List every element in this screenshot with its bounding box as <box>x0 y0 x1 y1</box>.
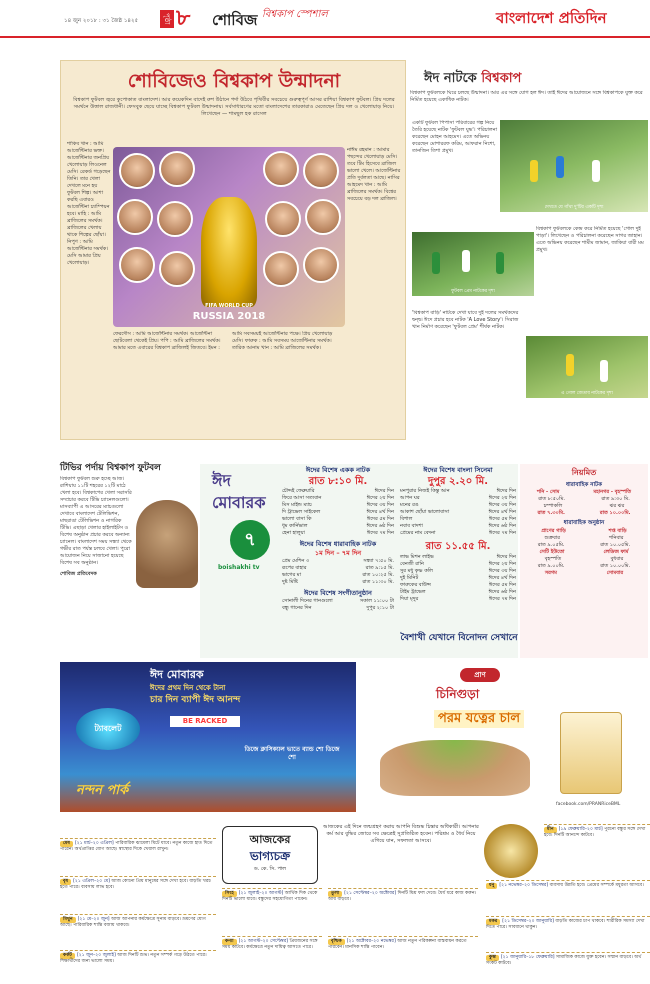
regular-cell: লেডিজ ফার্ম <box>603 548 629 555</box>
program-row-cell: ঈদের দিন <box>496 488 516 495</box>
program-row <box>282 572 394 579</box>
world-cup-logo <box>173 303 285 323</box>
late-night-time: রাত ১১.৫৫ মি. <box>425 541 491 553</box>
ad-park-name: নন্দন পার্ক <box>76 783 129 798</box>
regular-cell: সরগম <box>544 569 557 576</box>
photo-caption: এ গোল জেতাব নাটকের দৃশ্য <box>561 390 613 396</box>
horoscope-subtitle: ভাগ্যচক্র <box>249 848 291 863</box>
zodiac-sign-date: [২১ নভেম্বর–২০ ডিসেম্বর] <box>499 883 550 888</box>
regular-row <box>520 489 648 496</box>
program-row-cell: দিয়া মৃদুর <box>400 595 419 602</box>
program-row-cell: রাত ১০:২৫ মি. <box>362 571 394 578</box>
pran-logo: প্রাণ <box>460 668 500 682</box>
zodiac-sign-entry <box>222 888 322 934</box>
program-row-cell: ভাগের মা <box>282 571 302 578</box>
zodiac-sign-entry <box>60 838 216 874</box>
tv-worldcup-byline: শোবিজ প্রতিবেদক <box>60 571 97 577</box>
ad-eid-mubarak: ঈদ মোবারক <box>150 668 204 681</box>
program-row-cell: ঈদের ৪র্থ দিন <box>488 574 516 581</box>
logo-line1: FIFA WORLD CUP <box>205 303 253 309</box>
program-row-cell: বিশাল <box>400 516 413 523</box>
zodiac-sign-text: বাড়তি কাজের চাপ থাকবে। শারীরিক সমস্যা দেখা দিতে পারে। সাবধানে থাকুন। <box>486 919 645 930</box>
program-row-cell: সুর মধু কৃষ্ণ কলি <box>400 567 433 574</box>
program-row-cell: ঈদের ৫ম দিন <box>367 516 394 523</box>
celebrity-photo <box>303 247 339 283</box>
zodiac-sign-entry <box>486 952 650 982</box>
celebrity-photo <box>159 251 195 287</box>
feature-intro: বিশ্বকাপ ফুটবল জ্বরে কুপোকাত বাংলাদেশ। আর কয়েকদিন বাদেই রুশ উঠানে পর্দা উঠবে পৃথিবীর সবচেয়ে গুরুত্বপূর্ণ আসর রাশিয়া বিশ্বকাপ ফুটবল। প্রিয় দলের সমর্থনে উত্তাল রাজধানী। ফেসবুক ছেয়ে যাচ্ছে বিশ্বকাপ ফুটবল উন্মাদনায়। সর্বসাধারণের মতো বাংলাদেশের তারকারাও মেতেছেন প্রিয় দল ও খেলোয়াড় নিয়ে। লিখেছেন — শামছুল হক রাসেল <box>73 97 395 117</box>
ad-line-1: ঈদের প্রথম দিন থেকে টানা <box>150 684 226 692</box>
program-row-cell: ঈদের ৭ম দিন <box>367 530 394 537</box>
zodiac-sign-name: তুলা <box>328 891 342 897</box>
regular-cell: মহানগর - বৃহস্পতি <box>593 489 632 496</box>
regular-cell: রাত ৯.০৫মি. <box>537 541 565 548</box>
program-row <box>400 509 516 516</box>
program-row-cell: ফারুকের বাউন্স <box>400 581 431 588</box>
page-label: পৃষ্ঠা <box>160 10 174 28</box>
zodiac-sign-text: আজ নতুন পরিকল্পনা বাস্তবায়ন করতে পারবেন। মানসিক শান্তি পাবেন। <box>328 939 467 950</box>
ad-dj-show: ডিজে ক্লাসিক্যাল ভাতে ব্যান্ড শো ডিজে শো <box>244 746 340 761</box>
program-row-cell: ঈদের ৬ষ্ঠ দিন <box>488 588 516 595</box>
celebrity-photo <box>305 199 341 235</box>
eid-natok-title <box>424 70 521 88</box>
zodiac-sign-text: ব্যবসায় উন্নতি হবে। প্রেমের সম্পর্কে মধুরতা আসবে। <box>549 883 644 888</box>
program-row-cell: মনের রঙ <box>400 502 419 509</box>
actor-figure <box>530 160 538 182</box>
zodiac-sign-name: কন্যা <box>222 939 237 945</box>
ad-badge: ট্যাবলেট <box>76 708 140 750</box>
regular-cell: চম্পাকলি <box>543 503 563 510</box>
regular-cell: রাত ৯.০০মি. <box>537 562 565 569</box>
program-row <box>400 596 516 603</box>
regular-row <box>520 510 648 517</box>
rice-bag-package <box>560 712 622 794</box>
rice-brand-name: চিনিগুড়া <box>436 687 480 701</box>
single-drama-heading: ঈদের বিশেষ একক নাটক <box>305 466 371 474</box>
program-row-cell: নবাব বাদশা <box>400 523 423 530</box>
program-row-cell: চৌদ্দই ফেব্রুয়ারি <box>282 488 315 495</box>
program-row <box>282 488 394 495</box>
program-row-cell: ঈদের ৪র্থ দিন <box>488 509 516 516</box>
zodiac-sign-entry <box>328 888 478 934</box>
regular-program-heading: ধারাবাহিক অনুষ্ঠান <box>563 520 605 527</box>
zodiac-sign-entry <box>328 936 478 982</box>
zodiac-sign-date: [২১ মে–২০ জুন] <box>77 917 112 922</box>
regular-cell: রাত ১০.০৫মি. <box>600 541 631 548</box>
actor-figure <box>432 252 440 274</box>
regular-cell: রাত ১০.০০মি. <box>599 510 631 517</box>
horoscope-intro: আজকের এই দিনে জন্মগ্রহণ করায় আপনি বিশুদ্ধ চিন্তার অধিকারী। আপনার কর্ম আর বুদ্ধির জোরে সব ক্ষেত্রেই সুপ্রতিষ্ঠিত হবেন। পরিশ্রম ও ধৈর্য নিয়ে এগিয়ে যান, সফলতা আসবে। <box>323 824 479 844</box>
program-row-cell: ঈদের ৫ম দিন <box>489 581 516 588</box>
eid-mubarak-logo: ঈদ মোবারক <box>212 471 266 512</box>
celebrity-photo <box>263 251 299 287</box>
zodiac-sign-entry <box>486 916 650 950</box>
program-row <box>400 582 516 589</box>
regular-cell: শনিবার <box>609 534 624 541</box>
zodiac-sign-text: পুরনো বন্ধুর সঙ্গে দেখা হবে। দিনটি আনন্দে কাটবে। <box>544 827 646 838</box>
regular-cell: রাত ৭.৩০মি. <box>537 510 565 517</box>
actor-figure <box>592 160 600 182</box>
program-row <box>282 523 394 530</box>
schedule-column-1 <box>282 466 394 656</box>
zodiac-sign-name: মিথুন <box>60 917 76 923</box>
zodiac-sign-entry <box>486 880 650 914</box>
serial-drama-heading: ঈদের বিশেষ ধারাবাহিক নাটক <box>299 540 377 549</box>
celebrity-photo <box>119 247 155 283</box>
program-row-cell: দি ট্রাভেল সাইকেল <box>282 509 321 516</box>
program-row-cell: ঈদের ৭ম দিন <box>489 530 516 537</box>
program-row-cell: রাত ৯:১৫ মি. <box>365 564 394 571</box>
zodiac-sign-entry <box>60 876 216 912</box>
zodiac-sign-name: কুম্ভ <box>486 955 499 961</box>
regular-cell: সেটি ইউতো <box>539 548 565 555</box>
program-row <box>400 589 516 596</box>
single-drama-time: রাত ৮:১০ মি. <box>308 475 368 487</box>
special-tag: বিশ্বকাপ স্পেশাল <box>262 9 328 20</box>
program-row-cell: ভালো বাসা কি <box>282 516 312 523</box>
zodiac-sign-name: মকর <box>486 919 500 925</box>
program-row-cell: ঈদের ৩য় দিন <box>488 567 516 574</box>
program-row <box>282 565 394 572</box>
eid-title-b: বিশ্বকাপ <box>481 71 522 86</box>
regular-cell: রাত ৯:৩০ মি. <box>601 496 630 503</box>
program-row-cell: বেনজী রানি <box>400 560 424 567</box>
regular-title: নিয়মিত <box>571 468 597 477</box>
regular-row <box>520 549 648 556</box>
program-row-cell: মনপুরার নিজই কিন্তু আন <box>400 488 450 495</box>
ad-be-racked: BE RACKED <box>170 716 240 727</box>
regular-cell: বৃহস্পতি <box>544 555 562 562</box>
feature-left-column: শাকিব খান : আমি আর্জেন্টিনার ভক্ত। আর্জেন্টিনার জনপ্রিয় খেলোয়াড় লিওনেল মেসি। রেকর্ড গড়েছেন তিনি। তার খেলা দেখলে মনে হয় ফুটবল শিল্প। আশা করছি এবারও আর্জেন্টিনা চ্যাম্পিয়ন হবে। মাহি : আমি ব্রাজিলের সমর্থক। ব্রাজিলের খেলায় থাকে শিল্পের ছোঁয়া। নিপুণ : আমি আর্জেন্টিনার সমর্থক। মেসি আমার প্রিয় খেলোয়াড়। <box>67 141 111 266</box>
cinema-heading: ঈদের বিশেষ বাংলা সিনেমা <box>423 466 493 474</box>
regular-row <box>520 563 648 570</box>
zodiac-sign-name: মীন <box>544 827 557 833</box>
zodiac-sign-date: [২১ জুলাই–২০ আগস্ট] <box>238 891 285 896</box>
tv-worldcup-text: বিশ্বকাপ ফুটবল শুরু হচ্ছে আজ। রাশিয়ায় ১১টি শহরের ১২টি মাঠে খেলা হবে। বিশ্বকাপের খেলা সরাসরি সম্প্রচার করবে টিভি চ্যানেলগুলো। মাসব্যাপী এ আসরের ম্যাচগুলো দেখাবে বাংলাদেশ টেলিভিশন, মাছরাঙা টেলিভিশন ও নাগরিক টিভি। এছাড়া খেলার হাইলাইটস ও বিশেষ অনুষ্ঠান প্রচার করবে অন্যান্য চ্যানেল। বাংলাদেশ সময় সন্ধ্যা থেকে গভীর রাত পর্যন্ত চলবে খেলা। পুরো আয়োজন নিয়ে সাজানো হয়েছে বিশেষ সব অনুষ্ঠান। <box>60 476 132 566</box>
feature-right-column: নাঈম রহমান : আমার পছন্দের খেলোয়াড় মেসি। তবে টিম হিসেবে ব্রাজিল ভালো খেলে। আর্জেন্টিনার প্রতি দুর্বলতা আছে। নাসির আহমেদ খান : আমি ব্রাজিলের সমর্থক। বিশ্বের সবচেয়ে বড় দল ব্রাজিল। <box>347 147 401 202</box>
program-row-cell: সকাল ১১:০০ টা <box>359 597 394 604</box>
program-row-cell: ধূম কার্নিভাল <box>282 523 308 530</box>
regular-row <box>520 570 648 577</box>
eid-natok-column-3: 'বিশ্বকাপ বাড়ি' নাটকে দেখা যাবে দুই দলের সমর্থকদের দ্বন্দ্ব। ঈদে প্রচার হবে নাটক 'A Love Story'। সিরাজ খান নির্মাণ করেছেন 'ফুটবল প্রেম' শীর্ষক নাটক। <box>412 310 519 330</box>
program-row-cell: ঈদের ৪র্থ দিন <box>366 509 394 516</box>
regular-cell: সোমবার <box>606 569 624 576</box>
feature-bottom-columns: ফেরদৌস : আমি আর্জেন্টিনার সমর্থক। আর্জেন্টিনা ছোটবেলা থেকেই প্রিয়। পপি : আমি ব্রাজিলের সমর্থক। আমার মতে এবারের বিশ্বকাপ ব্রাজিলই জিতবে। ইমন : আমি সবসময়ই আর্জেন্টিনার পক্ষে। প্রিয় খেলোয়াড় মেসি। ফারুক : আমি সবসময় আর্জেন্টিনার সমর্থক। তারিক আনাম খান : আমি ব্রাজিলের সমর্থক। <box>113 331 333 351</box>
zodiac-sign-text: আজ আপনার কর্মক্ষেত্রে সুনাম বাড়বে। ভ্রমণের যোগ আছে। পারিবারিক শান্তি বজায় থাকবে। <box>60 917 206 928</box>
regular-row <box>520 556 648 563</box>
program-row-cell: হেনা হালুয়া <box>282 530 305 537</box>
program-row-cell: প্রেম মেশিন ৩ <box>282 557 310 564</box>
actor-figure <box>556 156 564 178</box>
program-row-cell: দুষ্ট মিষ্টি <box>282 578 298 585</box>
eid-natok-column-1: একটি ফুটবল পিপাসা পরিবারের গল্প নিয়ে তৈরি হয়েছে নাটক 'ফুটবল যুদ্ধ'। পরিচালনা করেছেন মোহন আহমেদ। এতে অভিনয় করেছেন মোশাররফ করিম, আফরান নিশো, তানজিন তিশা প্রমুখ। <box>412 120 498 154</box>
program-row <box>400 495 516 502</box>
horoscope-author: ড. কে. সি. পাল <box>253 866 287 873</box>
photo-caption: ফুটবল প্রেম নাটকের দৃশ্য <box>451 288 495 294</box>
program-row-cell: রূপের বাহার <box>282 564 307 571</box>
photo-caption: দেখতে যে গাঁথা দু'টির একটি দৃশ্য <box>544 204 604 210</box>
feature-title: শোবিজেও বিশ্বকাপ উন্মাদনা <box>127 70 341 92</box>
program-row-cell: টাইম ট্রাভেল <box>400 588 426 595</box>
program-row <box>400 568 516 575</box>
hand-with-rice-plant <box>380 740 530 796</box>
single-drama-list <box>282 488 394 537</box>
celebrity-photo <box>117 199 153 235</box>
program-row <box>400 554 516 561</box>
eid-natok-column-2: বিশ্বকাপ ফুটবলকে কেন্দ্র করে নির্মিত হয়েছে 'গোল দুই পাড়া'। লিখেছেন ও পরিচালনা করেছেন সাগর জাহান। এতে অভিনয় করেছেন শামীম জামান, জাকিয়া বারী মম প্রমুখ। <box>536 226 644 253</box>
cinema-list <box>400 488 516 537</box>
zodiac-sign-date: [২১ জুন–২০ জুলাই] <box>76 953 118 958</box>
boishakhi-slogan: বৈশাখী যেখানে বিনোদন সেখানে <box>400 633 518 643</box>
zodiac-sign-date: [২১ সেপ্টেম্বর–২০ অক্টোবর] <box>344 891 398 896</box>
zodiac-sign-date: [২১ আগস্ট–২০ সেপ্টেম্বর] <box>238 939 290 944</box>
program-row <box>282 605 394 612</box>
regular-cell: ঝর ঝর <box>609 503 625 510</box>
page-number-box <box>160 6 206 32</box>
regular-programs <box>520 464 648 658</box>
regular-row <box>520 496 648 503</box>
boishakhi-tv-logo-icon: ৭ <box>230 520 270 560</box>
issue-date: ১৪ জুন ২০১৮ : ৩১ জৈষ্ঠ ১৪২৫ <box>64 18 139 24</box>
program-row <box>400 530 516 537</box>
page-number: ৮ <box>176 6 191 31</box>
program-row-cell: ঈদের ৩য় দিন <box>488 502 516 509</box>
newspaper-logo: বাংলাদেশ প্রতিদিন <box>496 9 607 27</box>
program-row <box>400 561 516 568</box>
zodiac-sign-date: [১৯ ফেব্রুয়ারি–২০ মার্চ] <box>558 827 605 832</box>
cinema-time: দুপুর ২.২০ মি. <box>427 475 489 487</box>
zodiac-sign-text: আজ কোনো প্রিয় মানুষের সঙ্গে দেখা হবে। বাড়তি খরচ হতে পারে। ব্যবসায় লাভ হবে। <box>60 879 211 890</box>
program-row-cell: আপন ঘর <box>400 495 420 502</box>
regular-cell: শনি - সোম <box>536 489 560 496</box>
celebrity-collage <box>113 147 345 327</box>
section-title: শোবিজ <box>212 11 258 29</box>
music-heading: ঈদের বিশেষ সংগীতানুষ্ঠান <box>304 588 372 597</box>
regular-cell: শুক্রবার <box>544 534 560 541</box>
celebrity-photo <box>157 201 193 237</box>
logo-line2: RUSSIA 2018 <box>192 310 266 322</box>
regular-program-list <box>520 528 648 577</box>
world-cup-trophy-icon <box>201 197 257 307</box>
zodiac-sign-name: ধনু <box>486 883 497 889</box>
program-row-cell: বন্ধু গানের দিন <box>282 604 312 611</box>
program-row <box>400 488 516 495</box>
program-row-cell: ঈদের ৬ষ্ঠ দিন <box>366 523 394 530</box>
zodiac-sign-entry <box>222 936 322 982</box>
program-row-cell: সোনালী দিনের গানগুলো <box>282 597 333 604</box>
zodiac-sign-name: বৃশ্চিক <box>328 939 345 945</box>
actor-figure <box>462 250 470 272</box>
horoscope-title: আজকের <box>249 833 291 846</box>
world-cup-mascot <box>136 500 198 588</box>
program-row <box>282 530 394 537</box>
zodiac-sign-text: প্রিয়জনের সঙ্গে সময় কাটবে। কর্মক্ষেত্রে নতুন দায়িত্ব আসতে পারে। <box>222 939 318 950</box>
program-row-cell: রাত ১১:৩০ মি. <box>362 578 394 585</box>
zodiac-sign-name: সিংহ <box>222 891 237 897</box>
regular-cell: রাত ৮:৫০মি. <box>538 496 565 503</box>
eid-title-a: ঈদ নাটকে <box>424 71 477 86</box>
serial-drama-list <box>282 558 394 586</box>
zodiac-sign-text: আজ দিনটি শুভ। নতুন সম্পর্ক গড়ে উঠতে পারে। শিক্ষার্থীদের জন্য ভালো সময়। <box>60 953 207 964</box>
zodiac-sign-entry <box>60 950 216 982</box>
drama-scene-photo <box>500 120 648 212</box>
horoscope-title-box <box>222 826 318 884</box>
zodiac-sign-name: মেষ <box>60 841 73 847</box>
late-night-list <box>400 554 516 603</box>
regular-cell: শপ্ত বাড়ি <box>608 527 627 534</box>
zodiac-sign-date: [২১ জানুয়ারি–১৮ ফেব্রুয়ারি] <box>500 955 557 960</box>
facebook-link[interactable]: facebook.com/PRANRiceBML <box>556 802 621 807</box>
feature-article <box>60 60 406 440</box>
program-row-cell: ঈদের দিন <box>496 553 516 560</box>
regular-cell: বুধবার <box>610 555 624 562</box>
celebrity-photo <box>119 153 155 189</box>
music-list <box>282 598 394 612</box>
zodiac-sign-text: আর্থিক দিক থেকে দিনটি ভালো যাবে। বন্ধুদের সহযোগিতা পাবেন। <box>222 891 318 902</box>
zodiac-sign-date: [২১ এপ্রিল–২০ মে] <box>73 879 112 884</box>
program-row-cell: দুপুর ২:১০ টা <box>366 604 394 611</box>
zodiac-sign-text: পারিবারিক ঝামেলা মিটে যাবে। নতুন কাজে হাত দিতে পারেন। অর্থপ্রাপ্তির যোগ আছে। স্বাস্থ্যের দিকে খেয়াল রাখুন। <box>60 841 213 852</box>
zodiac-sign-name: কর্কট <box>60 953 75 959</box>
regular-cell: রাত ১০.০০মি. <box>600 562 631 569</box>
zodiac-sign-entry <box>60 914 216 948</box>
program-row-cell: প্রেমের নাম বেদনা <box>400 530 436 537</box>
program-row <box>282 495 394 502</box>
zodiac-sign-date: [২১ ডিসেম্বর–২০ জানুয়ারি] <box>502 919 556 924</box>
actor-figure <box>600 360 608 382</box>
celebrity-photo <box>263 151 299 187</box>
zodiac-sign-text: সামাজিক কাজে যুক্ত হবেন। সম্মান বাড়বে। অর্থ সংকট কাটবে। <box>486 955 642 966</box>
program-row-cell: ঈদের ২য় দিন <box>488 495 516 502</box>
program-row-cell: ঈদের দিন <box>374 488 394 495</box>
program-row-cell: দুই মিনিট <box>400 574 419 581</box>
program-row <box>282 579 394 586</box>
regular-cell: প্রাণের গাড়ি <box>541 527 566 534</box>
serial-drama-days: ১ম দিন – ৭ম দিন <box>314 549 362 558</box>
program-row-cell: ঈদের ২য় দিন <box>366 495 394 502</box>
regular-serial-list <box>520 489 648 517</box>
zodiac-sign-entry <box>544 824 650 878</box>
boishakhi-tv-wordmark: boishakhi tv <box>218 564 260 571</box>
celebrity-photo <box>265 201 301 237</box>
zodiac-sign-date: [২১ মার্চ–২০ এপ্রিল] <box>74 841 116 846</box>
program-row-cell: ঈদের ২য় দিন <box>488 560 516 567</box>
program-row-cell: ঈদের ৫ম দিন <box>489 516 516 523</box>
regular-row <box>520 535 648 542</box>
drama-scene-photo <box>526 336 648 398</box>
program-row-cell: মিস মাইন্ড ম্যাচ <box>282 502 312 509</box>
actor-figure <box>496 252 504 274</box>
ad-line-2: চার দিন ব্যাপী ঈদ আনন্দ <box>150 695 241 705</box>
regular-row <box>520 542 648 549</box>
rice-tagline: পরম যত্নের চাল <box>434 710 524 728</box>
actor-figure <box>566 354 574 376</box>
program-row <box>282 558 394 565</box>
program-row-cell: ঈদের ৩য় দিন <box>366 502 394 509</box>
eid-natok-intro: বিশ্বকাপ ফুটবলকে ঘিরে চলছে উন্মাদনা। আর এর সঙ্গে যোগ হল ঈদ। তাই ঈদের আয়োজনে সঙ্গে বিশ্বকাপকে যুক্ত করে নির্মিত হয়েছে একাধিক নাটক। <box>410 90 643 103</box>
zodiac-sign-name: বৃষ <box>60 879 71 885</box>
regular-row <box>520 528 648 535</box>
program-row-cell: সন্ধ্যা ৭:৫০ মি. <box>363 557 394 564</box>
program-row-cell: আকাশ ছোঁয়া ভালোবাসা <box>400 509 450 516</box>
program-row-cell: ঈদের ৬ষ্ঠ দিন <box>488 523 516 530</box>
zodiac-sign-date: [২১ অক্টোবর–২০ নভেম্বর] <box>346 939 398 944</box>
program-row <box>282 598 394 605</box>
zodiac-sign-text: দিনটি মিশ্র ফল দেবে। ধৈর্য ধরে কাজ করুন। আয় বাড়বে। <box>328 891 477 902</box>
regular-serial-heading: ধারাবাহিক নাটক <box>566 481 602 488</box>
program-row <box>400 575 516 582</box>
program-row-cell: ফিরে আসা সত্যবান <box>282 495 322 502</box>
program-row-cell: ঈদের ৭ম দিন <box>489 595 516 602</box>
tv-worldcup-title: টিভির পর্দায় বিশ্বকাপ ফুটবল <box>60 463 161 473</box>
zodiac-wheel-icon <box>484 824 538 878</box>
celebrity-photo <box>303 153 339 189</box>
schedule-column-2 <box>400 466 516 656</box>
program-row <box>282 509 394 516</box>
drama-scene-photo <box>412 232 534 296</box>
celebrity-photo <box>159 151 195 187</box>
program-row <box>400 523 516 530</box>
program-row-cell: লাভ মিশন লাইভ <box>400 553 434 560</box>
